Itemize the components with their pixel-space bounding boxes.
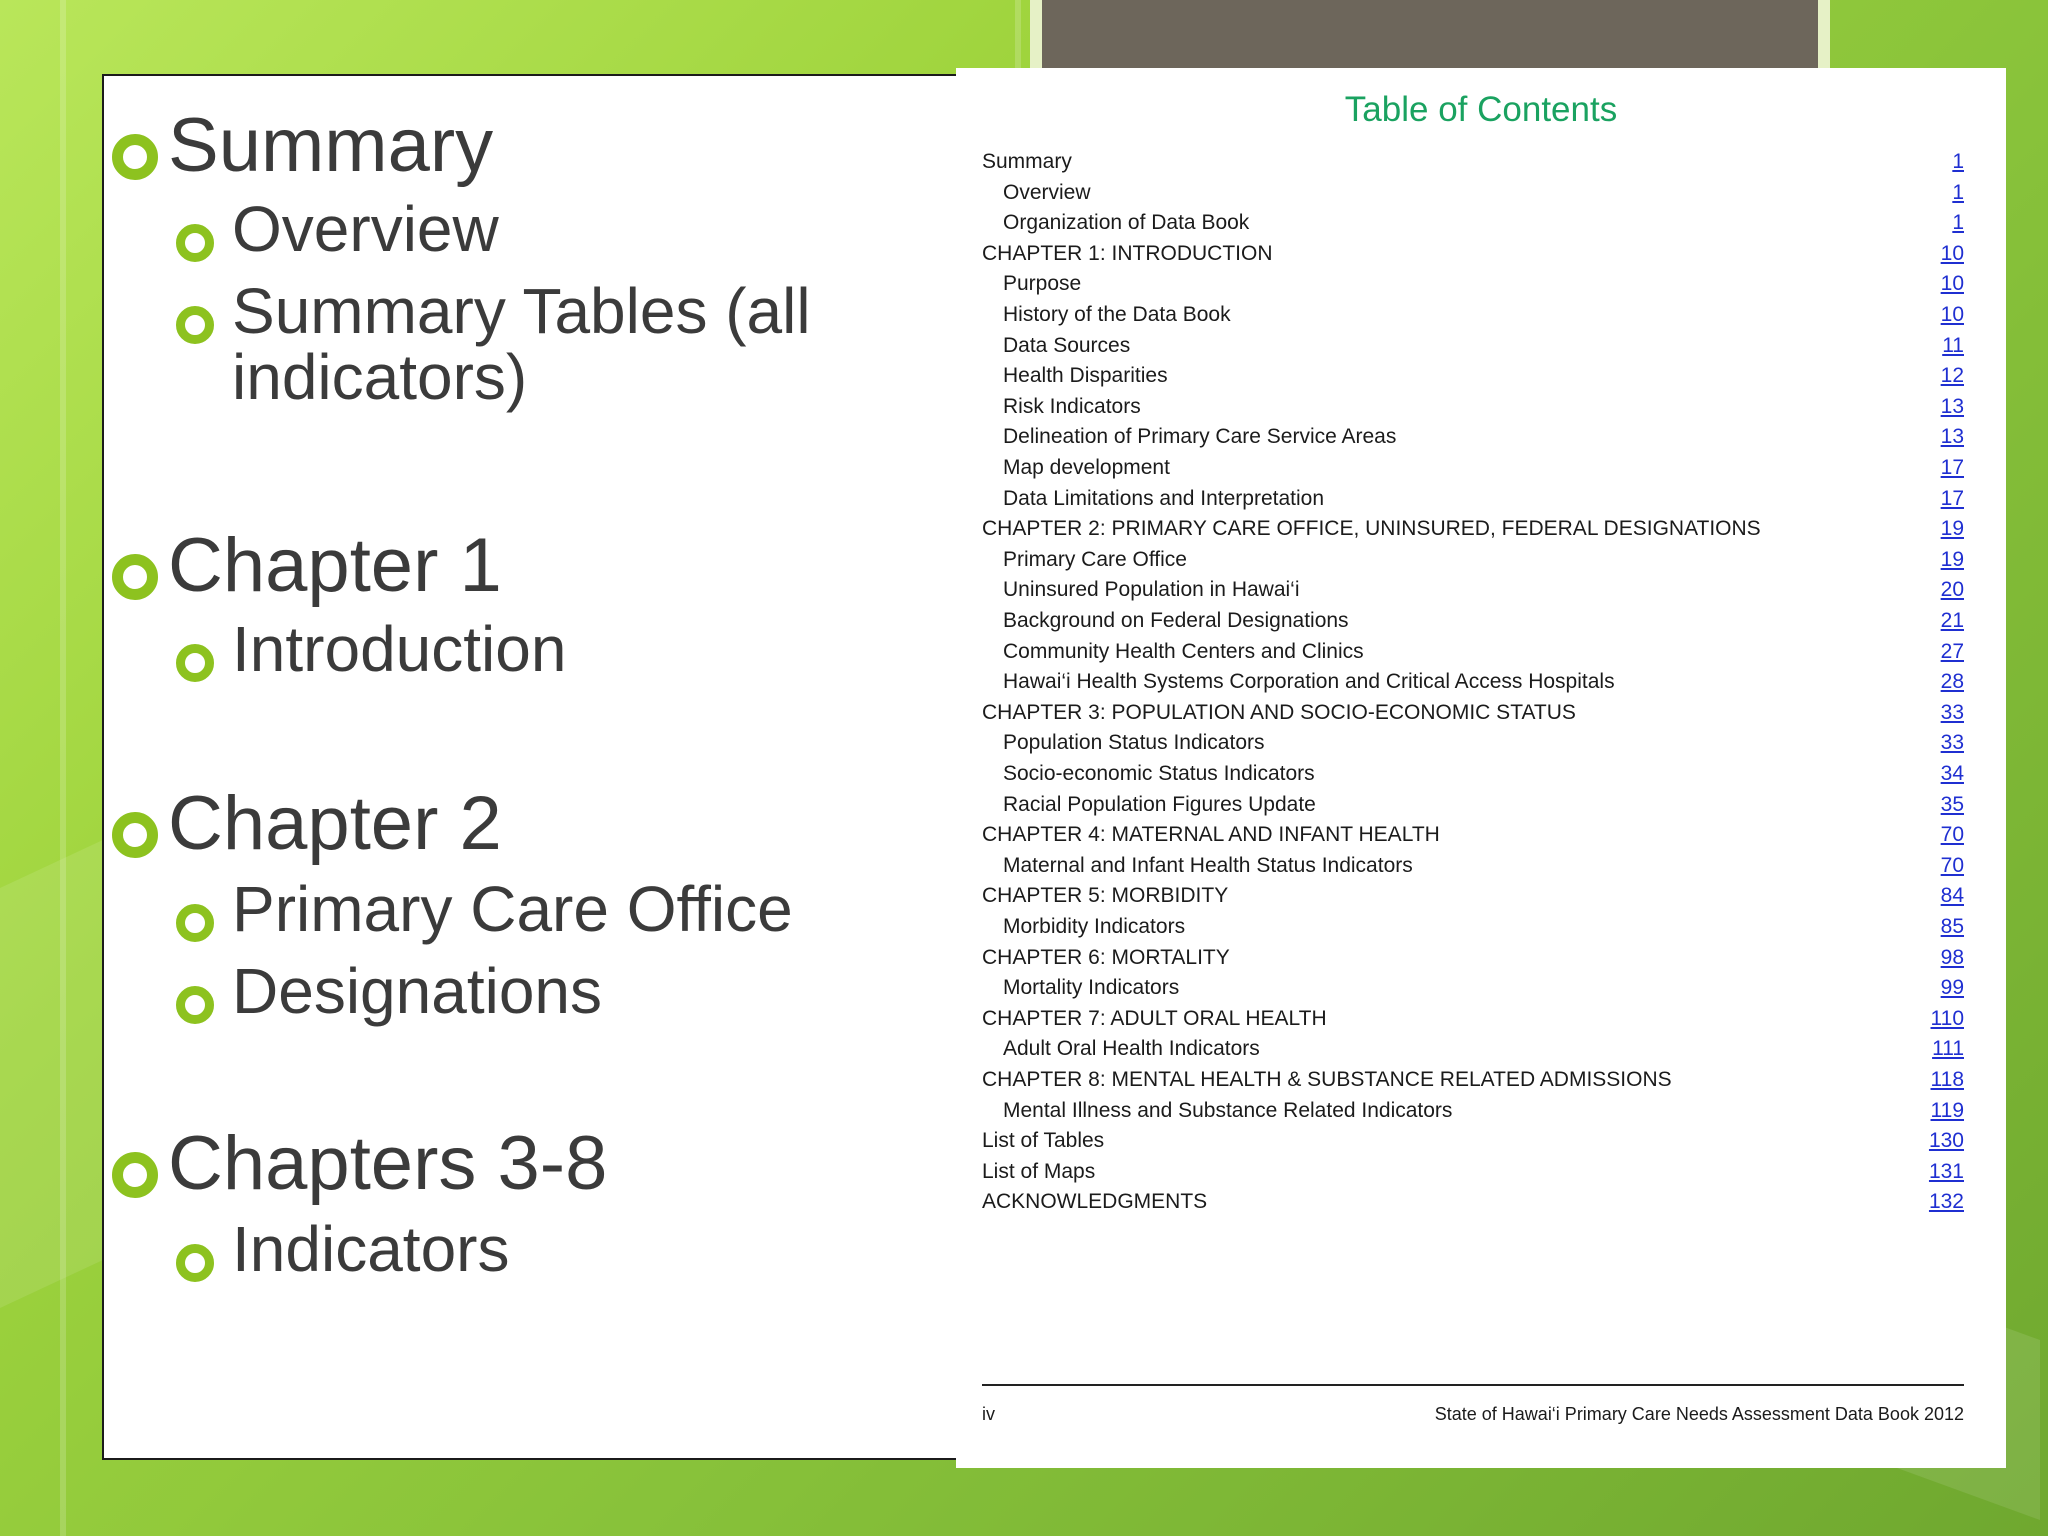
toc-page-link[interactable]: 28 bbox=[1940, 670, 1964, 693]
toc-entry-label: Primary Care Office bbox=[1003, 548, 1187, 571]
outline-subitem-label: Primary Care Office bbox=[232, 873, 793, 945]
toc-page-link[interactable]: 20 bbox=[1940, 578, 1964, 601]
toc-entry[interactable] bbox=[982, 270, 1964, 298]
toc-entry-label: List of Maps bbox=[982, 1160, 1096, 1183]
toc-page-link[interactable]: 10 bbox=[1940, 303, 1964, 326]
toc-entry-label: Data Limitations and Interpretation bbox=[1003, 487, 1325, 510]
toc-page-link[interactable]: 111 bbox=[1932, 1037, 1964, 1060]
toc-entry-label: History of the Data Book bbox=[1003, 303, 1231, 326]
outline-subitem-designations bbox=[176, 955, 892, 1027]
toc-page-link[interactable]: 33 bbox=[1940, 731, 1964, 754]
toc-entry-label: CHAPTER 5: MORBIDITY bbox=[982, 884, 1229, 907]
toc-page-link[interactable]: 84 bbox=[1940, 884, 1964, 907]
toc-page-link[interactable]: 119 bbox=[1930, 1099, 1964, 1122]
outline-subitem-indicators bbox=[176, 1213, 892, 1285]
toc-page-link[interactable]: 70 bbox=[1940, 823, 1964, 846]
toc-page-link[interactable]: 131 bbox=[1928, 1160, 1964, 1183]
toc-entry-label: Summary bbox=[982, 150, 1072, 173]
outline-item-chapter-1 bbox=[112, 524, 502, 608]
toc-entry-label: Organization of Data Book bbox=[1003, 211, 1250, 234]
toc-entry[interactable] bbox=[982, 729, 1964, 757]
outline-item-label: Chapter 2 bbox=[168, 781, 502, 866]
toc-entry[interactable] bbox=[982, 1127, 1964, 1155]
toc-entry[interactable] bbox=[982, 332, 1964, 360]
toc-entry-label: CHAPTER 1: INTRODUCTION bbox=[982, 242, 1273, 265]
outline-subitem-label: Indicators bbox=[232, 1213, 510, 1285]
toc-entry-label: Hawai‘i Health Systems Corporation and Critical Access Hospitals bbox=[1003, 670, 1615, 693]
bullet-icon bbox=[112, 812, 158, 858]
toc-entry-label: Purpose bbox=[1003, 272, 1082, 295]
toc-entry[interactable] bbox=[982, 1158, 1964, 1186]
toc-page-link[interactable]: 110 bbox=[1930, 1007, 1964, 1030]
toc-entry-label: Health Disparities bbox=[1003, 364, 1168, 387]
toc-entry[interactable] bbox=[982, 607, 1964, 635]
toc-entry-label: Community Health Centers and Clinics bbox=[1003, 640, 1364, 663]
toc-entry[interactable] bbox=[982, 791, 1964, 819]
toc-entry-label: CHAPTER 8: MENTAL HEALTH & SUBSTANCE RELATED ADMISSIONS bbox=[982, 1068, 1672, 1091]
toc-page-link[interactable]: 19 bbox=[1940, 548, 1964, 571]
toc-entry-label: Background on Federal Designations bbox=[1003, 609, 1349, 632]
toc-entry-label: CHAPTER 4: MATERNAL AND INFANT HEALTH bbox=[982, 823, 1440, 846]
toc-entry[interactable] bbox=[982, 362, 1964, 390]
toc-page-link[interactable]: 70 bbox=[1940, 854, 1964, 877]
outline-subitem-summary-tables bbox=[176, 275, 892, 413]
bullet-icon bbox=[176, 224, 214, 262]
footer-rule bbox=[982, 1384, 1964, 1386]
toc-page-link[interactable]: 35 bbox=[1940, 793, 1964, 816]
toc-entry[interactable] bbox=[982, 179, 1964, 207]
outline-subitem-label: Summary Tables (all indicators) bbox=[232, 275, 811, 413]
toc-page-link[interactable]: 85 bbox=[1940, 915, 1964, 938]
toc-entry[interactable] bbox=[982, 668, 1964, 696]
toc-entry-label: Map development bbox=[1003, 456, 1170, 479]
slide-outline-panel bbox=[102, 74, 982, 1460]
toc-entry[interactable] bbox=[982, 974, 1964, 1002]
toc-entry-label: CHAPTER 7: ADULT ORAL HEALTH bbox=[982, 1007, 1327, 1030]
decorative-top-bar bbox=[1030, 0, 1830, 68]
toc-page-link[interactable]: 21 bbox=[1940, 609, 1964, 632]
toc-entry[interactable] bbox=[982, 913, 1964, 941]
toc-entry-label: Socio-economic Status Indicators bbox=[1003, 762, 1315, 785]
toc-entry[interactable] bbox=[982, 576, 1964, 604]
toc-entry[interactable] bbox=[982, 148, 1964, 176]
toc-entry-label: Morbidity Indicators bbox=[1003, 915, 1186, 938]
outline-item-chapters-3-8 bbox=[112, 1122, 607, 1206]
toc-entry[interactable] bbox=[982, 944, 1964, 972]
toc-entry[interactable] bbox=[982, 1188, 1964, 1216]
toc-page-link[interactable]: 17 bbox=[1940, 456, 1964, 479]
toc-page-link[interactable]: 13 bbox=[1940, 395, 1964, 418]
outline-subitem-label: Introduction bbox=[232, 613, 567, 685]
bullet-icon bbox=[176, 986, 214, 1024]
outline-item-label: Chapter 1 bbox=[168, 523, 502, 608]
toc-entry[interactable] bbox=[982, 821, 1964, 849]
toc-entry[interactable] bbox=[982, 515, 1964, 543]
toc-entry[interactable] bbox=[982, 546, 1964, 574]
toc-entry[interactable] bbox=[982, 423, 1964, 451]
toc-entry[interactable] bbox=[982, 638, 1964, 666]
bullet-icon bbox=[176, 306, 214, 344]
toc-entry[interactable] bbox=[982, 1035, 1964, 1063]
outline-item-label: Chapters 3-8 bbox=[168, 1121, 608, 1206]
outline-subitem-label: Overview bbox=[232, 193, 499, 265]
outline-subitem-primary-care-office bbox=[176, 873, 892, 945]
toc-page-link[interactable]: 10 bbox=[1940, 242, 1964, 265]
toc-entry-label: Overview bbox=[1003, 181, 1091, 204]
toc-page-link[interactable]: 99 bbox=[1940, 976, 1964, 999]
bullet-icon bbox=[112, 554, 158, 600]
toc-title: Table of Contents bbox=[1344, 90, 1618, 129]
outline-item-label: Summary bbox=[168, 103, 494, 188]
toc-page-link[interactable]: 10 bbox=[1940, 272, 1964, 295]
toc-entry-label: Mental Illness and Substance Related Indicators bbox=[1003, 1099, 1453, 1122]
toc-entry[interactable] bbox=[982, 1066, 1964, 1094]
toc-page-link[interactable]: 1 bbox=[1952, 150, 1964, 173]
toc-page-link[interactable]: 19 bbox=[1940, 517, 1964, 540]
toc-page-link[interactable]: 33 bbox=[1940, 701, 1964, 724]
toc-entry[interactable] bbox=[982, 1097, 1964, 1125]
document-footer-title: State of Hawai‘i Primary Care Needs Assessment Data Book 2012 bbox=[1434, 1404, 1964, 1424]
toc-entry[interactable] bbox=[982, 209, 1964, 237]
toc-entry-label: List of Tables bbox=[982, 1129, 1105, 1152]
toc-entry-label: Mortality Indicators bbox=[1003, 976, 1180, 999]
toc-entry[interactable] bbox=[982, 882, 1964, 910]
toc-entry[interactable] bbox=[982, 852, 1964, 880]
toc-entry-label: CHAPTER 6: MORTALITY bbox=[982, 946, 1230, 969]
toc-entry[interactable] bbox=[982, 1005, 1964, 1033]
outline-subitem-introduction bbox=[176, 613, 892, 685]
toc-page-link[interactable]: 12 bbox=[1940, 364, 1964, 387]
toc-entry-label: Data Sources bbox=[1003, 334, 1131, 357]
toc-entry-label: CHAPTER 3: POPULATION AND SOCIO-ECONOMIC STATUS bbox=[982, 701, 1576, 724]
toc-entry[interactable] bbox=[982, 699, 1964, 727]
toc-entry-label: Delineation of Primary Care Service Areas bbox=[1003, 425, 1397, 448]
outline-subitem-label: Designations bbox=[232, 955, 602, 1027]
toc-document-page bbox=[956, 68, 2006, 1468]
toc-page-link[interactable]: 1 bbox=[1952, 211, 1964, 234]
toc-page-link[interactable]: 118 bbox=[1930, 1068, 1964, 1091]
toc-entry-label: Maternal and Infant Health Status Indicators bbox=[1003, 854, 1413, 877]
toc-page-link[interactable]: 27 bbox=[1940, 640, 1964, 663]
outline-item-chapter-2 bbox=[112, 782, 502, 866]
toc-page-link[interactable]: 1 bbox=[1952, 181, 1964, 204]
toc-entry[interactable] bbox=[982, 454, 1964, 482]
outline-subitem-overview bbox=[176, 193, 892, 265]
outline-item-summary bbox=[112, 104, 493, 188]
bullet-icon bbox=[112, 1152, 158, 1198]
toc-entry[interactable] bbox=[982, 240, 1964, 268]
toc-entry-label: Risk Indicators bbox=[1003, 395, 1141, 418]
toc-entry-label: Uninsured Population in Hawai‘i bbox=[1003, 578, 1300, 601]
bullet-icon bbox=[112, 134, 158, 180]
bullet-icon bbox=[176, 1244, 214, 1282]
bullet-icon bbox=[176, 904, 214, 942]
toc-entry[interactable] bbox=[982, 393, 1964, 421]
toc-page-link[interactable]: 17 bbox=[1940, 487, 1964, 510]
toc-page-link[interactable]: 13 bbox=[1940, 425, 1964, 448]
page-number-footer: iv bbox=[982, 1404, 995, 1424]
toc-page-link[interactable]: 130 bbox=[1928, 1129, 1964, 1152]
toc-entry-label: ACKNOWLEDGMENTS bbox=[982, 1190, 1208, 1213]
toc-entry-label: Adult Oral Health Indicators bbox=[1003, 1037, 1260, 1060]
toc-entry-label: Racial Population Figures Update bbox=[1003, 793, 1316, 816]
bullet-icon bbox=[176, 644, 214, 682]
toc-entry[interactable] bbox=[982, 760, 1964, 788]
background-stripe bbox=[60, 0, 66, 1536]
toc-page-link[interactable]: 132 bbox=[1928, 1190, 1964, 1213]
toc-page-link[interactable]: 11 bbox=[1942, 334, 1964, 357]
toc-entry-label: Population Status Indicators bbox=[1003, 731, 1265, 754]
toc-entry-label: CHAPTER 2: PRIMARY CARE OFFICE, UNINSURED, FEDERAL DESIGNATIONS bbox=[982, 517, 1761, 540]
toc-page-link[interactable]: 34 bbox=[1940, 762, 1964, 785]
toc-entry[interactable] bbox=[982, 485, 1964, 513]
toc-entry[interactable] bbox=[982, 301, 1964, 329]
toc-page-link[interactable]: 98 bbox=[1940, 946, 1964, 969]
